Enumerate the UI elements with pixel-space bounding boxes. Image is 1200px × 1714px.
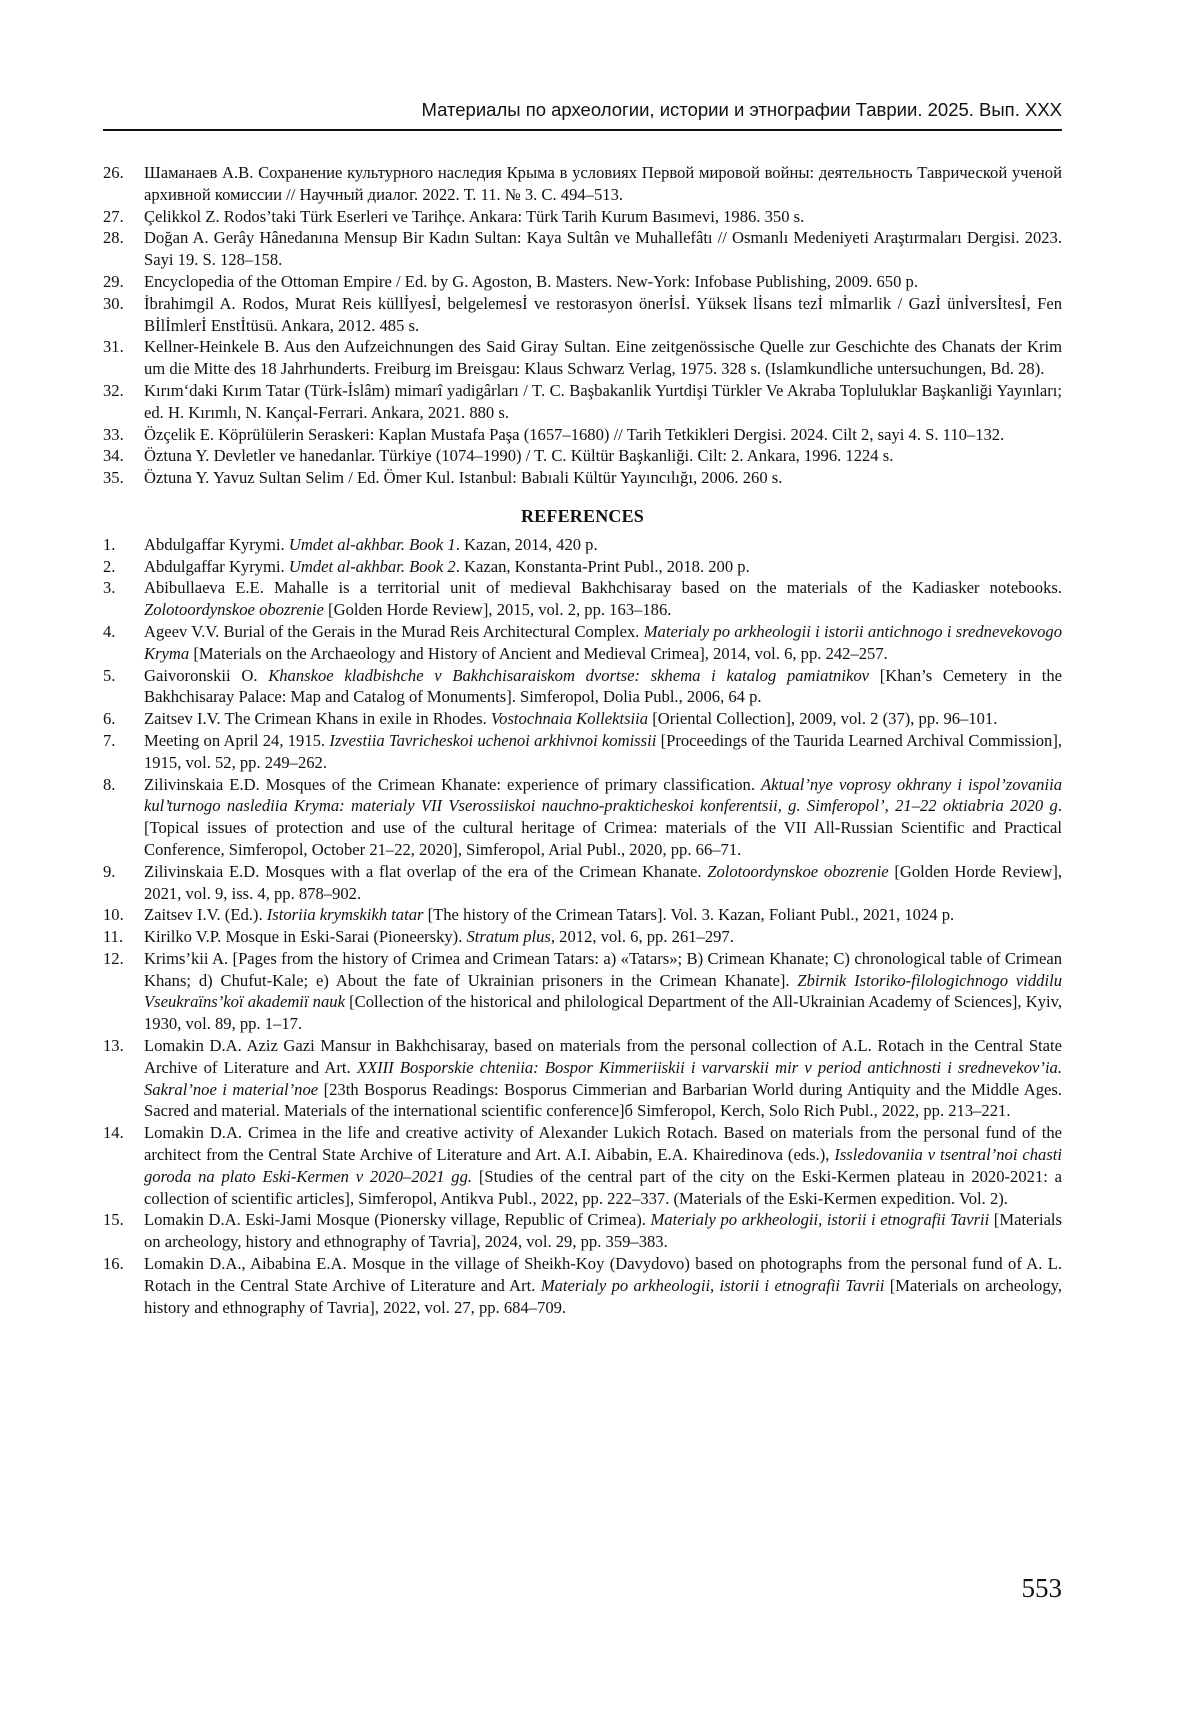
item-number: 1. bbox=[103, 534, 116, 554]
item-number: 26. bbox=[103, 163, 124, 182]
literature-item bbox=[103, 293, 1062, 337]
reference-item bbox=[103, 556, 1062, 578]
reference-italic-title: Issledovaniia v tsentral’noi chasti goroda na plato Eski-Kermen v 2020–2021 gg. bbox=[144, 1145, 1062, 1186]
reference-text: [Khan’s Cemetery in the Bakhchisaray Palace: Map and Catalog of Monuments]. Simferopol, Dolia Publ., 2006, 64 p. bbox=[144, 665, 1063, 707]
reference-italic-title: Zbirnik Istoriko-filologichnogo viddilu Vseukraїns’koї akademiї nauk bbox=[144, 970, 1062, 1012]
reference-italic-title: Zolotoordynskoe obozrenie bbox=[144, 600, 324, 620]
reference-item bbox=[103, 730, 1062, 774]
reference-text: Abibullaeva E.E. Mahalle is a territorial unit of medieval Bakhchisaray based on the materials of the Kadiasker notebooks. bbox=[144, 578, 1062, 598]
item-number: 14. bbox=[103, 1123, 124, 1143]
reference-text: Gaivoronskii O. bbox=[144, 665, 269, 685]
item-text: Çelikkol Z. Rodos’taki Türk Eserleri ve Tarihçe. Ankara: Türk Tarih Kurum Basımevi, 1986. 350 s. bbox=[144, 206, 805, 226]
reference-item bbox=[103, 926, 1062, 948]
reference-text: [Materials on archeology, history and ethnography of Tavria], 2022, vol. 27, pp. 684–709. bbox=[144, 1275, 1063, 1317]
reference-text: Abdulgaffar Kyrymi. bbox=[144, 534, 289, 554]
reference-item bbox=[103, 1209, 1062, 1253]
item-number: 35. bbox=[103, 468, 124, 488]
item-number: 2. bbox=[103, 556, 116, 576]
reference-italic-title: Umdet al-akhbar. Book 2 bbox=[288, 556, 456, 576]
item-number: 15. bbox=[103, 1210, 124, 1230]
reference-text: , 2012, vol. 6, pp. 261–297. bbox=[550, 927, 734, 947]
reference-text: [23th Bosporus Readings: Bosporus Cimmerian and Barbarian World during Antiquity and the Middle Ages. Sacred and material. Materials of the international scientific conference]б Simferopol, Kerch, Solo Rich Publ., 2022, pp. 213–221. bbox=[144, 1079, 1062, 1121]
reference-item bbox=[103, 1253, 1062, 1318]
item-text: Kellner-Heinkele B. Aus den Aufzeichnungen des Said Giray Sultan. Eine zeitgenössische Quelle zur Geschichte des Chanats der Krim um die Mitte des 18 Jahrhunderts. Freiburg im Breisgau: Klaus Schwarz Verlag, 1975. 328 s. (Islamkundliche untersuchungen, Bd. 28). bbox=[144, 337, 1062, 379]
reference-text: Lomakin D.A. Aziz Gazi Mansur in Bakhchisaray, based on materials from the personal collection of A.L. Rotach in the Central State Archive of Literature and Art. bbox=[144, 1036, 1062, 1077]
reference-item bbox=[103, 948, 1062, 1035]
item-text: İbrahimgil A. Rodos, Murat Reis küllİyesİ, belgelemesİ ve restorasyon önerİsİ. Yüksek lİsans tezİ mİmarlik / Gazİ ünİversİtesİ, Fen Bİlİmlerİ Enstİtüsü. Ankara, 2012. 485 s. bbox=[144, 293, 1062, 335]
reference-item bbox=[103, 621, 1062, 665]
item-number: 12. bbox=[103, 948, 124, 968]
item-text: Özçelik E. Köprülülerin Seraskeri: Kaplan Mustafa Paşa (1657–1680) // Tarih Tetkikleri Dergisi. 2024. Cilt 2, sayi 4. S. 110–132. bbox=[144, 424, 1005, 444]
item-text: Öztuna Y. Yavuz Sultan Selim / Ed. Ömer Kul. Istanbul: Babıali Kültür Yayıncılığı, 2006. 260 s. bbox=[144, 468, 783, 488]
reference-text: [Golden Horde Review], 2021, vol. 9, iss. 4, pp. 878–902. bbox=[144, 861, 1062, 903]
reference-item bbox=[103, 904, 1062, 926]
literature-list bbox=[103, 162, 1062, 489]
reference-italic-title: Materialy po arkheologii, istorii i etnografii Tavrii bbox=[540, 1275, 885, 1295]
literature-item bbox=[103, 336, 1062, 380]
literature-item bbox=[103, 162, 1062, 206]
literature-item bbox=[103, 424, 1062, 446]
reference-item bbox=[103, 534, 1062, 556]
literature-item bbox=[103, 271, 1062, 293]
references-heading: REFERENCES bbox=[520, 505, 645, 526]
literature-item bbox=[103, 445, 1062, 467]
reference-text: Lomakin D.A. Crimea in the life and creative activity of Alexander Lukich Rotach. Based on materials from the personal fund of the architect from the Central State Archive of Literature and Art. A.I. Aibabin, E.A. Khairedinova (eds.), bbox=[144, 1123, 1062, 1165]
header-rule bbox=[103, 129, 1062, 131]
item-text: Encyclopedia of the Ottoman Empire / Ed. by G. Agoston, B. Masters. New-York: Infobase Publishing, 2009. 650 p. bbox=[144, 271, 918, 291]
item-number: 33. bbox=[103, 424, 124, 444]
item-number: 31. bbox=[103, 337, 124, 357]
item-text: Kırım‘daki Kırım Tatar (Türk-İslâm) mimarî yadigârları / T. C. Başbakanlik Yurtdişi Türkler Ve Akraba Topluluklar Başkanliği Yayınları; ed. H. Kırımlı, N. Kançal-Ferrari. Ankara, 2021. 880 s. bbox=[144, 380, 1062, 422]
item-text: Шаманаев А.В. Сохранение культурного наследия Крыма в условиях Первой мировой войны: деятельность Таврической ученой архивной комиссии // Научный диалог. 2022. Т. 11. № 3. С. 494–513. bbox=[144, 163, 1062, 204]
reference-italic-title: Umdet al-akhbar. Book 1 bbox=[288, 534, 456, 554]
reference-text: . [Topical issues of protection and use of the cultural heritage of Crimea: materials of the VII All-Russian Scientific and Practical Conference, Simferopol, October 21–22, 2020], Simferopol, Arial Publ., 2020, pp. 66–71. bbox=[144, 796, 1062, 859]
item-number: 5. bbox=[103, 665, 116, 685]
reference-text: [Golden Horde Review], 2015, vol. 2, pp. 163–186. bbox=[323, 600, 672, 620]
references-list bbox=[103, 534, 1062, 1319]
reference-italic-title: Zolotoordynskoe obozrenie bbox=[707, 861, 889, 881]
item-number: 7. bbox=[103, 730, 116, 750]
reference-italic-title: Vostochnaia Kollektsiia bbox=[490, 709, 649, 729]
item-number: 30. bbox=[103, 293, 124, 313]
reference-text: . Kazan, Konstanta-Print Publ., 2018. 200 p. bbox=[455, 556, 750, 576]
item-number: 34. bbox=[103, 446, 124, 466]
reference-italic-title: Stratum plus bbox=[466, 927, 551, 947]
reference-text: Ageev V.V. Burial of the Gerais in the Murad Reis Architectural Complex. bbox=[144, 621, 644, 641]
reference-text: [Materials on the Archaeology and History of Ancient and Medieval Crimea], 2014, vol. 6, pp. 242–257. bbox=[189, 643, 888, 663]
reference-item bbox=[103, 1122, 1062, 1209]
reference-text: Krims’kii A. [Pages from the history of Crimea and Crimean Tatars: a) «Tatars»; B) Crimean Khanate; C) chronological table of Crimean Khans; d) Chufut-Kale; e) About the fate of Ukrainian prisoners in the Crimean Khanate]. bbox=[144, 948, 1062, 990]
literature-item bbox=[103, 467, 1062, 489]
reference-item bbox=[103, 708, 1062, 730]
reference-text: Zilivinskaia E.D. Mosques of the Crimean Khanate: experience of primary classification. bbox=[144, 774, 762, 794]
reference-text: Abdulgaffar Kyrymi. bbox=[144, 556, 289, 576]
reference-italic-title: Khanskoe kladbishche v Bakhchisaraiskom dvortse: skhema i katalog pamiatnikov bbox=[268, 665, 869, 685]
page-body bbox=[103, 162, 1062, 1318]
reference-italic-title: Materialy po arkheologii i istorii antichnogo i srednevekovogo Kryma bbox=[144, 621, 1062, 663]
reference-item bbox=[103, 774, 1062, 861]
literature-item bbox=[103, 380, 1062, 424]
reference-text: [Studies of the central part of the city on the Eski-Kermen plateau in 2020-2021: a collection of scientific articles], Simferopol, Antikva Publ., 2022, pp. 222–337. (Materials of the Eski-Kermen expedition. Vol. 2). bbox=[144, 1166, 1062, 1208]
reference-italic-title: XXIII Bosporskie chteniia: Bospor Kimmeriiskii i varvarskii mir v period antichnosti i srednevekov’ia. Sakral’noe i material’noe bbox=[144, 1057, 1063, 1099]
reference-text: [Materials on archeology, history and ethnography of Tavria], 2024, vol. 29, pp. 359–383. bbox=[144, 1210, 1062, 1252]
reference-italic-title: Materialy po arkheologii, istorii i etnografii Tavrii bbox=[650, 1210, 990, 1230]
reference-text: [Collection of the historical and philological Department of the All-Ukrainian Academy of Sciences], Kyiv, 1930, vol. 89, pp. 1–17. bbox=[144, 992, 1062, 1034]
item-number: 16. bbox=[103, 1254, 124, 1274]
item-number: 28. bbox=[103, 228, 124, 248]
item-text: Öztuna Y. Devletler ve hanedanlar. Türkiye (1074–1990) / T. C. Kültür Başkanliği. Cilt: 2. Ankara, 1996. 1224 s. bbox=[144, 446, 894, 466]
reference-text: Meeting on April 24, 1915. bbox=[144, 730, 330, 750]
reference-text: [Proceedings of the Taurida Learned Archival Commission], 1915, vol. 52, pp. 249–262. bbox=[144, 730, 1062, 772]
page-number: 553 bbox=[1021, 1573, 1062, 1603]
item-number: 4. bbox=[103, 621, 116, 641]
item-number: 29. bbox=[103, 271, 124, 291]
reference-text: Lomakin D.A., Aibabina E.A. Mosque in the village of Sheikh-Koy (Davydovo) based on photographs from the personal fund of A. L. Rotach in the Central State Archive of Literature and Art. bbox=[144, 1254, 1062, 1295]
reference-italic-title: Aktual’nye voprosy okhrany i ispol’zovaniia kul’turnogo naslediia Kryma: materialy VII Vserossiiskoi nauchno-prakticheskoi konferentsii, g. Simferopol’, 21–22 oktiabria 2020 g bbox=[144, 774, 1062, 816]
reference-item bbox=[103, 577, 1062, 621]
reference-text: Lomakin D.A. Eski-Jami Mosque (Pionersky village, Republic of Crimea). bbox=[144, 1210, 651, 1230]
running-header: Материалы по археологии, истории и этнографии Таврии. 2025. Вып. XXX bbox=[421, 99, 1062, 120]
literature-item bbox=[103, 206, 1062, 228]
item-number: 9. bbox=[103, 861, 116, 881]
item-number: 8. bbox=[103, 774, 116, 794]
reference-text: Kirilko V.P. Mosque in Eski-Sarai (Pioneersky). bbox=[144, 927, 467, 947]
reference-text: Zaitsev I.V. (Ed.). bbox=[144, 905, 267, 925]
item-number: 32. bbox=[103, 380, 124, 400]
item-text: Doğan A. Gerây Hânedanına Mensup Bir Kadın Sultan: Kaya Sultân ve Muhallefâtı // Osmanlı Medeniyeti Araştırmaları Dergisi. 2023. Sayi 19. S. 128–158. bbox=[144, 228, 1062, 270]
reference-text: [Oriental Collection], 2009, vol. 2 (37), pp. 96–101. bbox=[648, 709, 998, 729]
item-number: 27. bbox=[103, 206, 124, 226]
reference-text: . Kazan, 2014, 420 p. bbox=[455, 534, 598, 554]
reference-item bbox=[103, 1035, 1062, 1122]
item-number: 10. bbox=[103, 905, 124, 925]
item-number: 6. bbox=[103, 709, 116, 729]
item-number: 11. bbox=[103, 927, 124, 947]
item-number: 13. bbox=[103, 1036, 124, 1056]
reference-item bbox=[103, 861, 1062, 905]
reference-item bbox=[103, 665, 1062, 709]
literature-item bbox=[103, 227, 1062, 271]
reference-text: Zilivinskaia E.D. Mosques with a flat overlap of the era of the Crimean Khanate. bbox=[144, 861, 708, 881]
item-number: 3. bbox=[103, 578, 116, 598]
reference-italic-title: Izvestiia Tavricheskoi uchenoi arkhivnoi komissii bbox=[329, 730, 657, 750]
reference-italic-title: Istoriia krymskikh tatar bbox=[266, 905, 424, 925]
reference-text: Zaitsev I.V. The Crimean Khans in exile in Rhodes. bbox=[144, 709, 491, 729]
reference-text: [The history of the Crimean Tatars]. Vol. 3. Kazan, Foliant Publ., 2021, 1024 p. bbox=[423, 905, 955, 925]
